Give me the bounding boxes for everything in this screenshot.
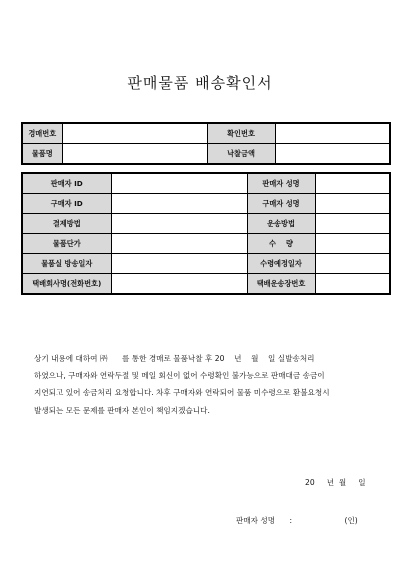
auction-info-table (21, 122, 391, 165)
item-name-label: 물품명 (22, 144, 62, 165)
seller-name-field[interactable] (315, 173, 390, 194)
courier-field[interactable] (111, 274, 247, 295)
table-row (22, 274, 390, 295)
shipping-method-label: 운송방법 (247, 214, 315, 234)
seller-id-label: 판매자 ID (22, 173, 111, 194)
statement-paragraph (34, 350, 379, 419)
delivery-detail-table (21, 172, 391, 295)
signature-colon: : (289, 516, 293, 525)
winning-amount-label: 낙찰금액 (207, 144, 275, 165)
expected-receipt-field[interactable] (315, 254, 390, 274)
seal-mark: (인) (344, 516, 358, 525)
courier-label: 택배회사명(전화번호) (22, 274, 111, 295)
table-row (22, 173, 390, 194)
table-row (22, 234, 390, 254)
signature-label: 판매자 성명 (236, 516, 276, 525)
tracking-no-field[interactable] (315, 274, 390, 295)
buyer-name-label: 구매자 성명 (247, 194, 315, 214)
ship-date-label: 물품실 방송일자 (22, 254, 111, 274)
payment-method-field[interactable] (111, 214, 247, 234)
tracking-no-label: 택배운송장번호 (247, 274, 315, 295)
table-row (22, 214, 390, 234)
unit-price-label: 물품단가 (22, 234, 111, 254)
unit-price-field[interactable] (111, 234, 247, 254)
table-row (22, 194, 390, 214)
date-line: 20 년 월 일 (305, 478, 366, 487)
buyer-name-field[interactable] (315, 194, 390, 214)
seller-name-label: 판매자 성명 (247, 173, 315, 194)
signature-line (236, 515, 358, 526)
buyer-id-label: 구매자 ID (22, 194, 111, 214)
payment-method-label: 결제방법 (22, 214, 111, 234)
statement-line: 지연되고 있어 송금처리 요청합니다. 차후 구매자와 연락되어 물품 미수령으로 환불요청시 (34, 388, 330, 398)
confirm-no-field[interactable] (275, 123, 390, 144)
item-name-field[interactable] (62, 144, 207, 165)
document-title: 판매물품 배송확인서 (127, 74, 273, 92)
winning-amount-field[interactable] (275, 144, 390, 165)
statement-line: 발생되는 모든 문제를 판매자 본인이 책임지겠습니다. (34, 405, 210, 415)
confirm-no-label: 확인번호 (207, 123, 275, 144)
buyer-id-field[interactable] (111, 194, 247, 214)
ship-date-field[interactable] (111, 254, 247, 274)
shipping-method-field[interactable] (315, 214, 390, 234)
quantity-field[interactable] (315, 234, 390, 254)
quantity-label: 수 량 (247, 234, 315, 254)
statement-line: 상기 내용에 대하여 ㈜ 를 통한 경매로 물품낙찰 후 20 년 월 일 실발송처리 (34, 354, 315, 363)
expected-receipt-label: 수령예정일자 (247, 254, 315, 274)
table-row (22, 254, 390, 274)
auction-no-label: 경매번호 (22, 123, 62, 144)
statement-line: 하였으나, 구매자와 연락두절 및 메일 회신이 없어 수령확인 불가능으로 판매대금 송금이 (34, 371, 325, 381)
seller-id-field[interactable] (111, 173, 247, 194)
auction-no-field[interactable] (62, 123, 207, 144)
